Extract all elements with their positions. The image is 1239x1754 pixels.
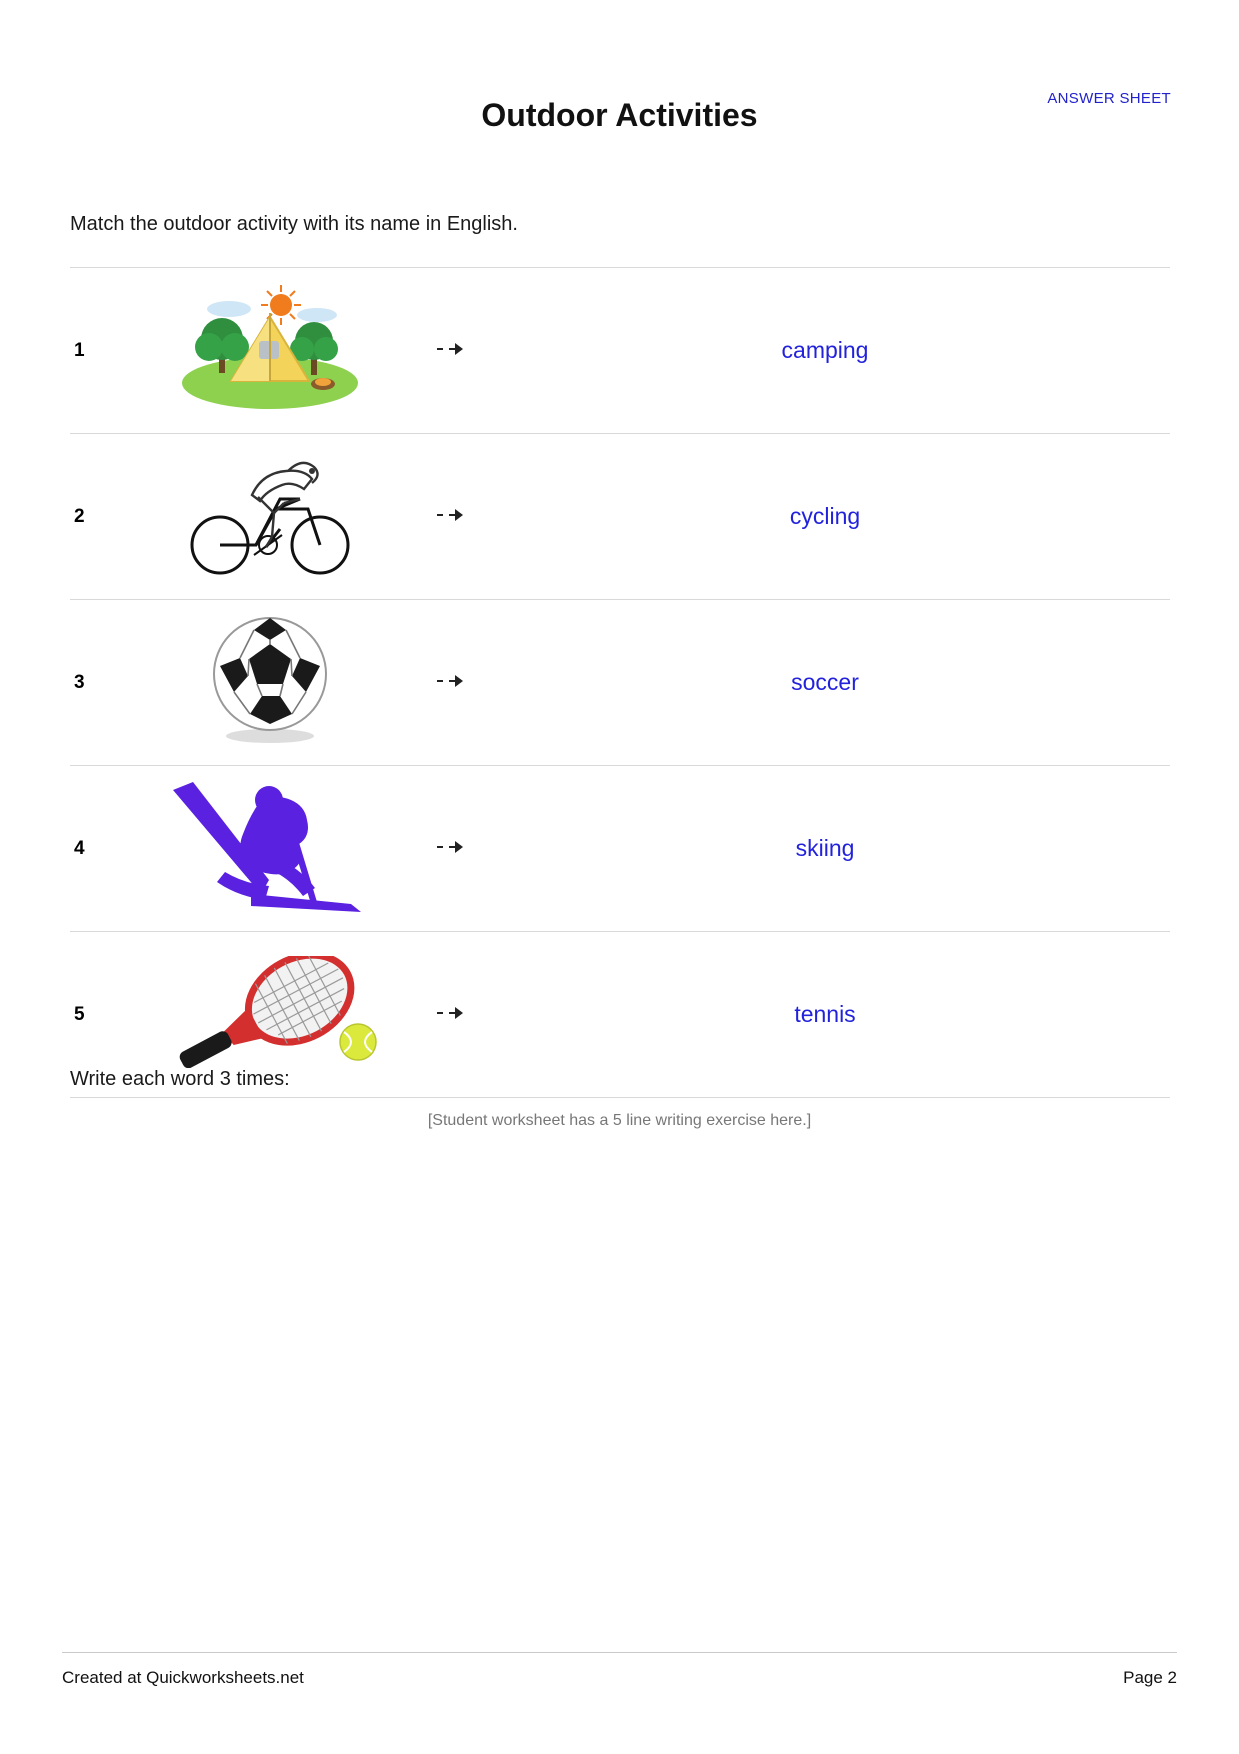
instruction-text: Match the outdoor activity with its name in English.: [70, 213, 518, 235]
row-number: 1: [74, 339, 85, 361]
write-section-label: Write each word 3 times:: [70, 1068, 290, 1090]
footer-page-number: Page 2: [1123, 1668, 1177, 1687]
answer-sheet-tag: ANSWER SHEET: [1047, 90, 1171, 107]
skier-silhouette-illustration: [165, 776, 375, 921]
matching-exercise-table: [70, 267, 1170, 1098]
table-row: [70, 766, 1170, 932]
skier-silhouette-image: [120, 766, 420, 932]
dashed-arrow-icon: [420, 766, 480, 932]
table-row: [70, 434, 1170, 600]
footer-credit: Created at Quickworksheets.net: [62, 1668, 304, 1687]
dashed-arrow-icon: [420, 268, 480, 434]
page-title: Outdoor Activities: [481, 97, 758, 133]
table-row: [70, 600, 1170, 766]
table-row: [70, 268, 1170, 434]
answer-word: skiing: [795, 835, 855, 861]
row-number: 5: [74, 1003, 85, 1025]
row-number: 4: [74, 837, 85, 859]
soccer-ball-image: [120, 600, 420, 766]
answer-word: camping: [781, 337, 869, 363]
dashed-arrow-icon: [420, 932, 480, 1098]
write-section-note: [Student worksheet has a 5 line writing exercise here.]: [427, 1112, 812, 1129]
tennis-racket-illustration: [152, 956, 388, 1073]
answer-word: soccer: [791, 669, 859, 695]
camping-tent-illustration: [177, 283, 363, 418]
cyclist-bicycle-image: [120, 434, 420, 600]
camping-tent-image: [120, 268, 420, 434]
answer-word: tennis: [794, 1001, 856, 1027]
row-number: 3: [74, 671, 85, 693]
soccer-ball-illustration: [206, 614, 334, 751]
row-number: 2: [74, 505, 85, 527]
answer-word: cycling: [789, 503, 861, 529]
dashed-arrow-icon: [420, 600, 480, 766]
footer-divider: [62, 1652, 1177, 1653]
cyclist-bicycle-illustration: [188, 451, 352, 582]
dashed-arrow-icon: [420, 434, 480, 600]
